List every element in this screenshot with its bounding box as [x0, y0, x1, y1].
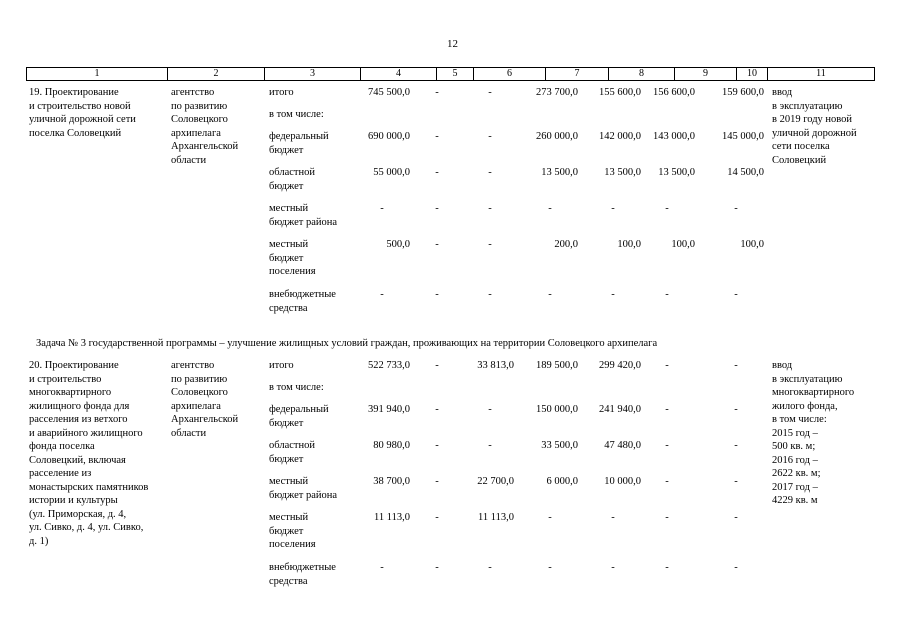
funding-value-col-7: 260 000,0 [536, 131, 578, 142]
result-line: жилого фонда, [772, 400, 838, 412]
agency-line: Архангельской [171, 141, 239, 152]
funding-value-col-7: - [548, 203, 552, 214]
project-name-line: ул. Сивко, д. 4, ул. Сивко, [29, 522, 144, 533]
agency-line: области [171, 154, 207, 166]
result-line: 2016 год – [772, 454, 818, 466]
funding-value-col-6: - [488, 167, 492, 178]
funding-value-col-9: - [665, 360, 669, 371]
funding-value-col-10: 14 500,0 [727, 167, 764, 178]
project-name-line: уличной дорожной сети [29, 114, 136, 125]
funding-value-col-8: - [611, 562, 615, 573]
project-name-line: (ул. Приморская, д. 4, [29, 508, 127, 520]
funding-value-col-6: 22 700,0 [477, 476, 514, 487]
project-name-line: расселения из ветхого [29, 414, 128, 425]
funding-value-col-10: - [734, 404, 738, 415]
project-name-line: д. 1) [29, 535, 49, 547]
funding-value-col-10: - [734, 512, 738, 523]
funding-source-label: бюджет района [269, 489, 338, 501]
agency-line: Соловецкого [171, 114, 228, 125]
funding-value-col-9: - [665, 476, 669, 487]
result-line: 4229 кв. м [772, 495, 818, 506]
agency-line: по развитию [171, 373, 228, 385]
funding-source-label: в том числе: [269, 109, 324, 120]
agency-line: архипелага [171, 400, 221, 412]
funding-value-col-5: - [435, 87, 439, 98]
agency-line: агентство [171, 87, 215, 98]
funding-value-col-9: 143 000,0 [653, 131, 695, 142]
funding-value-col-8: 142 000,0 [599, 131, 641, 142]
funding-value-col-6: - [488, 562, 492, 573]
funding-value-col-6: 33 813,0 [477, 360, 514, 371]
column-header-5: 5 [437, 68, 474, 80]
funding-value-col-4: 522 733,0 [368, 360, 410, 371]
funding-value-col-8: - [611, 203, 615, 214]
funding-value-col-5: - [435, 239, 439, 250]
funding-source-label: итого [269, 87, 294, 98]
project-name-line: многоквартирного [29, 387, 112, 398]
result-line: ввод [772, 360, 793, 371]
funding-value-col-8: - [611, 512, 615, 523]
funding-value-col-7: 273 700,0 [536, 87, 578, 98]
funding-value-col-7: 150 000,0 [536, 404, 578, 415]
funding-value-col-4: 391 940,0 [368, 404, 410, 415]
project-name-line: и строительство [29, 373, 102, 385]
result-line: в 2019 году новой [772, 114, 853, 125]
funding-value-col-4: 745 500,0 [368, 87, 410, 98]
column-header-9: 9 [675, 68, 737, 80]
column-header-3: 3 [265, 68, 361, 80]
funding-value-col-6: - [488, 87, 492, 98]
funding-value-col-5: - [435, 289, 439, 300]
column-header-11: 11 [768, 68, 875, 80]
funding-value-col-10: - [734, 440, 738, 451]
funding-source-label: бюджет [269, 180, 304, 192]
funding-value-col-6: - [488, 203, 492, 214]
funding-value-col-7: - [548, 512, 552, 523]
funding-value-col-6: - [488, 239, 492, 250]
result-line: 500 кв. м; [772, 441, 816, 452]
agency-line: агентство [171, 360, 215, 371]
column-header-4: 4 [361, 68, 437, 80]
funding-value-col-10: - [734, 360, 738, 371]
funding-value-col-5: - [435, 404, 439, 415]
funding-value-col-4: - [380, 289, 384, 300]
funding-value-col-10: - [734, 289, 738, 300]
project-name-line: 19. Проектирование [29, 87, 119, 98]
result-line: 2017 год – [772, 481, 818, 493]
funding-source-label: федеральный [269, 404, 329, 415]
funding-value-col-7: 189 500,0 [536, 360, 578, 371]
funding-source-label: бюджет района [269, 216, 338, 228]
project-name-line: Соловецкий, включая [29, 454, 126, 466]
funding-source-label: местный [269, 512, 309, 523]
funding-source-label: в том числе: [269, 382, 324, 393]
funding-source-label: бюджет [269, 252, 304, 264]
funding-value-col-4: - [380, 203, 384, 214]
project-name-line: жилищного фонда для [29, 400, 130, 412]
funding-value-col-5: - [435, 440, 439, 451]
funding-value-col-6: 11 113,0 [478, 512, 514, 523]
funding-value-col-9: 13 500,0 [658, 167, 695, 178]
funding-value-col-9: - [665, 404, 669, 415]
funding-source-label: областной [269, 167, 315, 178]
funding-value-col-9: - [665, 203, 669, 214]
funding-source-label: областной [269, 440, 315, 451]
funding-value-col-6: - [488, 131, 492, 142]
funding-source-label: бюджет [269, 453, 304, 465]
funding-value-col-7: 200,0 [554, 239, 578, 250]
result-line: 2622 кв. м; [772, 468, 821, 479]
project-name-line: монастырских памятников [29, 481, 149, 493]
funding-value-col-5: - [435, 131, 439, 142]
funding-value-col-9: 100,0 [671, 239, 695, 250]
funding-value-col-10: 159 600,0 [722, 87, 764, 98]
funding-source-label: поселения [269, 539, 316, 550]
funding-value-col-8: - [611, 289, 615, 300]
funding-value-col-5: - [435, 203, 439, 214]
funding-value-col-8: 13 500,0 [604, 167, 641, 178]
funding-value-col-5: - [435, 360, 439, 371]
funding-source-label: местный [269, 476, 309, 487]
funding-value-col-4: 11 113,0 [374, 512, 410, 523]
funding-source-label: местный [269, 203, 309, 214]
agency-line: Архангельской [171, 414, 239, 425]
project-name-line: 20. Проектирование [29, 360, 119, 371]
funding-source-label: поселения [269, 266, 316, 277]
funding-source-label: бюджет [269, 144, 304, 156]
funding-value-col-4: 690 000,0 [368, 131, 410, 142]
funding-value-col-5: - [435, 476, 439, 487]
funding-value-col-8: 241 940,0 [599, 404, 641, 415]
funding-value-col-7: 33 500,0 [541, 440, 578, 451]
funding-value-col-10: - [734, 203, 738, 214]
funding-value-col-10: 145 000,0 [722, 131, 764, 142]
funding-source-label: средства [269, 302, 308, 314]
result-line: Соловецкий [772, 154, 827, 166]
funding-value-col-5: - [435, 512, 439, 523]
funding-value-col-4: 500,0 [386, 239, 410, 250]
funding-value-col-9: - [665, 289, 669, 300]
funding-value-col-4: 55 000,0 [373, 167, 410, 178]
funding-value-col-7: - [548, 562, 552, 573]
funding-value-col-5: - [435, 167, 439, 178]
funding-value-col-7: 6 000,0 [546, 476, 578, 487]
funding-value-col-7: 13 500,0 [541, 167, 578, 178]
funding-source-label: внебюджетные [269, 562, 336, 573]
result-line: уличной дорожной [772, 127, 857, 139]
funding-value-col-10: - [734, 562, 738, 573]
funding-value-col-7: - [548, 289, 552, 300]
project-name-line: истории и культуры [29, 495, 118, 506]
funding-value-col-8: 155 600,0 [599, 87, 641, 98]
agency-line: области [171, 427, 207, 439]
project-name-line: фонда поселка [29, 441, 95, 452]
column-header-10: 10 [737, 68, 768, 80]
funding-value-col-10: - [734, 476, 738, 487]
column-header-6: 6 [474, 68, 546, 80]
page-number: 12 [447, 38, 458, 50]
funding-value-col-6: - [488, 404, 492, 415]
funding-value-col-8: 10 000,0 [604, 476, 641, 487]
project-name-line: расселение из [29, 468, 92, 479]
result-line: многоквартирного [772, 387, 855, 398]
project-name-line: и аварийного жилищного [29, 427, 143, 439]
agency-line: архипелага [171, 127, 221, 139]
funding-source-label: средства [269, 575, 308, 587]
funding-source-label: внебюджетные [269, 289, 336, 300]
funding-value-col-4: - [380, 562, 384, 573]
result-line: ввод [772, 87, 793, 98]
funding-value-col-4: 38 700,0 [373, 476, 410, 487]
funding-value-col-8: 47 480,0 [604, 440, 641, 451]
funding-source-label: местный [269, 239, 309, 250]
result-line: в эксплуатацию [772, 100, 843, 112]
funding-source-label: бюджет [269, 525, 304, 537]
funding-value-col-5: - [435, 562, 439, 573]
column-header-row [26, 67, 875, 81]
funding-source-label: бюджет [269, 417, 304, 429]
column-header-7: 7 [546, 68, 609, 80]
funding-source-label: федеральный [269, 131, 329, 142]
agency-line: по развитию [171, 100, 228, 112]
project-name-line: и строительство новой [29, 100, 131, 112]
funding-source-label: итого [269, 360, 294, 371]
funding-value-col-4: 80 980,0 [373, 440, 410, 451]
result-line: в эксплуатацию [772, 373, 843, 385]
result-line: в том числе: [772, 414, 827, 425]
result-line: сети поселка [772, 141, 830, 152]
column-header-2: 2 [168, 68, 265, 80]
result-line: 2015 год – [772, 427, 818, 439]
funding-value-col-6: - [488, 440, 492, 451]
funding-value-col-8: 100,0 [617, 239, 641, 250]
column-header-8: 8 [609, 68, 675, 80]
funding-value-col-10: 100,0 [740, 239, 764, 250]
task-heading: Задача № 3 государственной программы – улучшение жилищных условий граждан, проживающих на территории Соловецкого архипелага [36, 338, 658, 349]
funding-value-col-9: 156 600,0 [653, 87, 695, 98]
funding-value-col-9: - [665, 512, 669, 523]
agency-line: Соловецкого [171, 387, 228, 398]
funding-value-col-9: - [665, 562, 669, 573]
funding-value-col-9: - [665, 440, 669, 451]
funding-value-col-8: 299 420,0 [599, 360, 641, 371]
project-name-line: поселка Соловецкий [29, 127, 122, 139]
funding-value-col-6: - [488, 289, 492, 300]
column-header-1: 1 [27, 68, 168, 80]
